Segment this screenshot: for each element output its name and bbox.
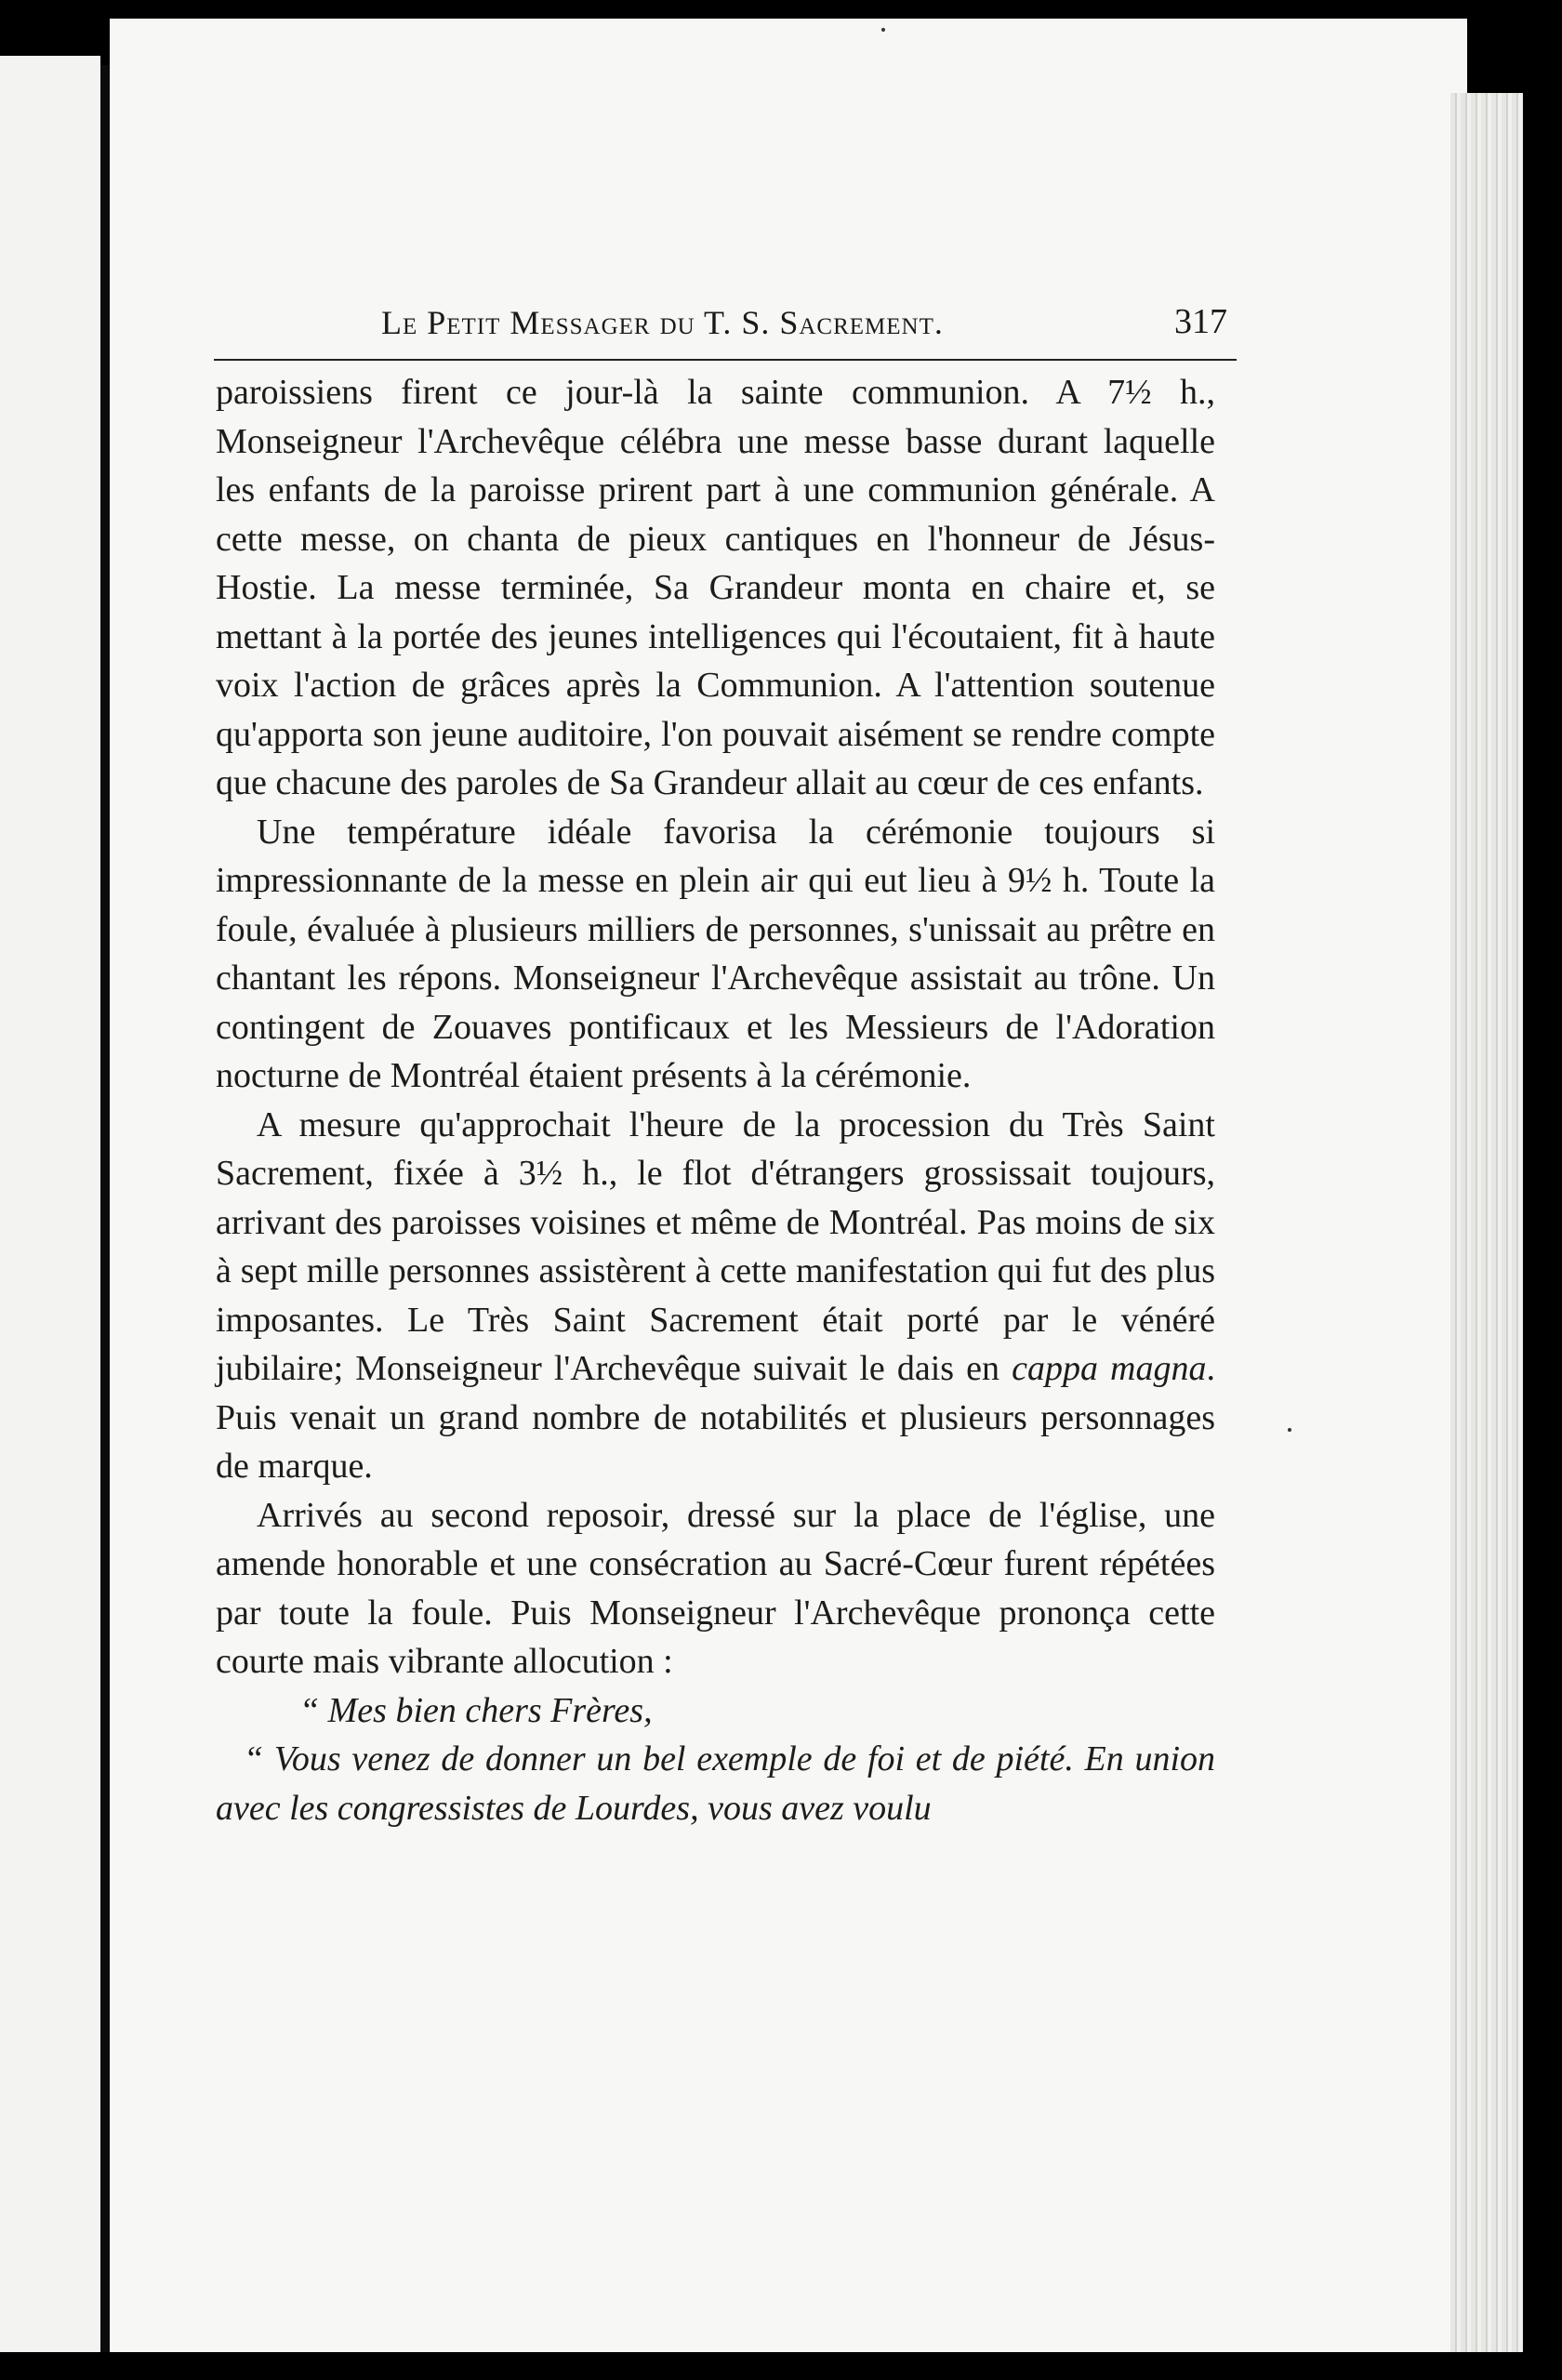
page-header	[214, 296, 1237, 361]
page-stack-edges	[1450, 93, 1523, 2352]
paragraph-4: Arrivés au second reposoir, dressé sur la place de l'église, une amende honorable et une consécration au Sacré-Cœur furent répétées par toute la foule. Puis Monseigneur l'Archevêque prononça cette courte mais vibrante allocution :	[216, 1495, 1215, 1681]
body-text	[216, 368, 1215, 1832]
italic-phrase: cappa magna	[1012, 1349, 1207, 1388]
left-page-edge	[0, 56, 100, 2352]
paragraph-3-text-b: . Puis venait un grand nombre de notabilités et plusieurs personnages de marque.	[216, 1349, 1215, 1486]
paragraph-3	[216, 1101, 1215, 1491]
book-gutter	[100, 65, 110, 2352]
header-rule	[214, 359, 1237, 361]
quote-text: “ Vous venez de donner un bel exemple de foi et de piété. En union avec les congressistes de Lourdes, vous avez voulu	[216, 1739, 1215, 1828]
dust-speck	[1288, 1428, 1291, 1432]
page-number: 317	[1174, 302, 1227, 341]
dust-speck	[881, 28, 885, 32]
paragraph-3-text-a: A mesure qu'approchait l'heure de la procession du Très Saint Sacrement, fixée à 3½ h., le flot d'étrangers grossissait toujours, arrivant des paroisses voisines et même de Montréal. Pas moins de six à sept mille personnes assistèrent à cette manifestation qui fut des plus imposantes. Le Très Saint Sacrement était porté par le vénéré jubilaire; Monseigneur l'Archevêque suivait le dais en	[216, 1104, 1215, 1388]
paragraph-1: paroissiens firent ce jour-là la sainte communion. A 7½ h., Monseigneur l'Archevêque célébra une messe basse durant laquelle les enfants de la paroisse prirent part à une communion générale. A cette messe, on chanta de pieux cantiques en l'honneur de Jésus-Hostie. La messe terminée, Sa Grandeur monta en chaire et, se mettant à la portée des jeunes intelligences qui l'écoutaient, fit à haute voix l'action de grâces après la Communion. A l'attention soutenue qu'apporta son jeune auditoire, l'on pouvait aisément se rendre compte que chacune des paroles de Sa Grandeur allait au cœur de ces enfants.	[216, 373, 1215, 802]
quote-salutation: “ Mes bien chers Frères,	[299, 1690, 653, 1730]
paragraph-2: Une température idéale favorisa la cérémonie toujours si impressionnante de la messe en plein air qui eut lieu à 9½ h. Toute la foule, évaluée à plusieurs milliers de personnes, s'unissait au prêtre en chantant les répons. Monseigneur l'Archevêque assistait au trône. Un contingent de Zouaves pontificaux et les Messieurs de l'Adoration nocturne de Montréal étaient présents à la cérémonie.	[216, 812, 1215, 1095]
running-title: Le Petit Messager du T. S. Sacrement.	[381, 304, 944, 341]
